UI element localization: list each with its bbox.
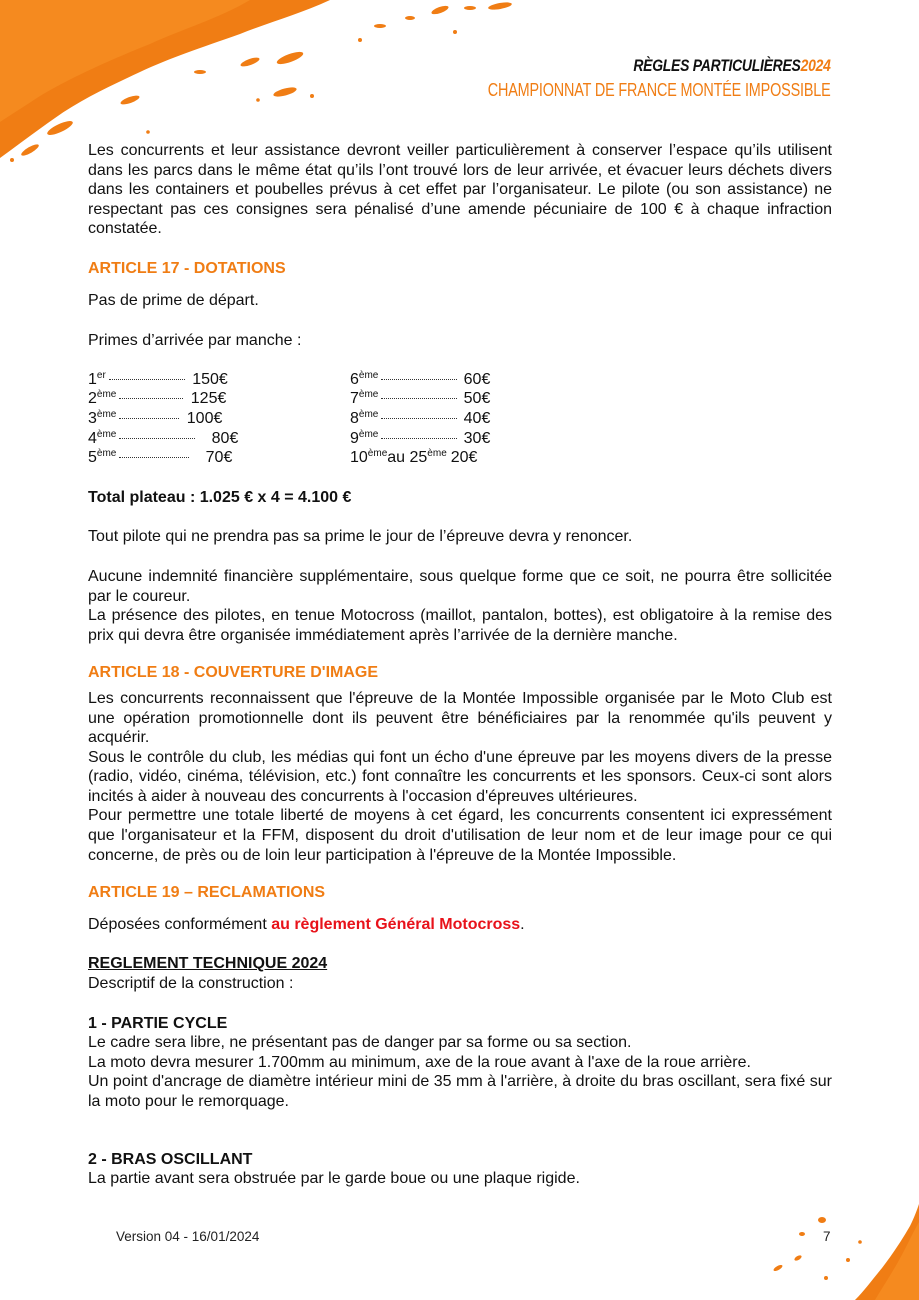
prize-amount: 80€	[211, 429, 239, 447]
prize-rank: 6	[350, 370, 359, 388]
article-17-paragraph-2: Aucune indemnité financière supplémentaire, sous quelque forme que ce soit, ne pourra être sollicitée par le coureur.	[88, 567, 832, 605]
prize-rank: 7	[350, 390, 359, 408]
section-2-line-1: La partie avant sera obstruée par le garde boue ou une plaque rigide.	[88, 1170, 580, 1188]
technique-subtitle: Descriptif de la construction :	[88, 975, 294, 993]
section-2-title: 2 - BRAS OSCILLANT	[88, 1150, 253, 1168]
prize-row: 3 ème 100€	[88, 408, 223, 427]
article-17-paragraph-3: La présence des pilotes, en tenue Motocross (maillot, pantalon, bottes), est obligatoire à la remise des prix qui devra être organisée immédiatement après l’arrivée de la dernière manche.	[88, 607, 832, 644]
prize-amount: 100€	[186, 409, 223, 427]
document-title	[634, 56, 831, 76]
page-number: 7	[823, 1229, 831, 1244]
dot-leader	[119, 457, 189, 458]
article-19-title: ARTICLE 19 – RECLAMATIONS	[88, 884, 326, 902]
article-18-paragraph-1: Les concurrents reconnaissent que l'épreuve de la Montée Impossible organisée par le Moto Club est une opération promotionnelle dont ils peuvent être bénéficiaires par la renommée qu'ils peuvent y acquérir.	[88, 689, 832, 747]
prize-rank: 2	[88, 390, 97, 408]
dot-leader	[381, 379, 457, 380]
prize-amount: 40€	[463, 409, 491, 427]
section-1-line-1: Le cadre sera libre, ne présentant pas de danger par sa forme ou sa section.	[88, 1034, 632, 1052]
prize-rank: 4	[88, 429, 97, 447]
article-18-title: ARTICLE 18 - COUVERTURE D'IMAGE	[88, 664, 379, 682]
prize-row: 2 ème 125€	[88, 389, 227, 408]
prize-amount: 60€	[463, 370, 491, 388]
dot-leader	[119, 398, 183, 399]
section-1-line-2: La moto devra mesurer 1.700mm au minimum, axe de la roue avant à l'axe de la roue arrière.	[88, 1053, 751, 1071]
dot-leader	[109, 379, 185, 380]
prize-rank: 8	[350, 409, 359, 427]
prize-amount: 70€	[205, 449, 233, 467]
dot-leader	[381, 438, 457, 439]
footer-version: Version 04 - 16/01/2024	[116, 1229, 260, 1244]
reglement-general-link[interactable]: au règlement Général Motocross	[271, 915, 521, 933]
prize-amount: 30€	[463, 429, 491, 447]
dot-leader	[119, 418, 179, 419]
prize-amount: 50€	[463, 390, 491, 408]
article-17-line-2: Primes d’arrivée par manche :	[88, 332, 302, 350]
prize-row: 4 ème 80€	[88, 428, 239, 447]
total-plateau: Total plateau : 1.025 € x 4 = 4.100 €	[88, 488, 352, 506]
article-17-line-1: Pas de prime de départ.	[88, 291, 259, 309]
prize-row: 8 ème 40€	[350, 408, 491, 427]
prize-amount: 150€	[192, 370, 228, 388]
prize-range-to: au 25	[387, 449, 428, 467]
article-17-paragraph-1: Tout pilote qui ne prendra pas sa prime le jour de l’épreuve devra y renoncer.	[88, 528, 633, 546]
technique-title: REGLEMENT TECHNIQUE 2024	[88, 955, 328, 973]
prize-row: 9 ème 30€	[350, 428, 491, 447]
prize-row: 7 ème 50€	[350, 389, 491, 408]
prize-rank: 1	[88, 370, 97, 388]
prize-row: 1 er 150€	[88, 369, 228, 388]
section-1-title: 1 - PARTIE CYCLE	[88, 1014, 228, 1032]
dot-leader	[381, 398, 457, 399]
dot-leader	[119, 438, 195, 439]
article-18-paragraph-2: Sous le contrôle du club, les médias qui font un écho d'une épreuve par les moyens divers de la presse (radio, vidéo, cinéma, télévision, etc.) font connaître les concurrents et les sponsors. Ceux-ci sont alors incités à aider à nouveau des concurrents à l'occasion d'épreuves ultérieures.	[88, 748, 832, 805]
prize-range-amount: 20€	[450, 449, 478, 467]
section-1-line-3: Un point d'ancrage de diamètre intérieur mini de 35 mm à l'arrière, à droite du bras oscillant, sera fixé sur la moto pour le remorquage.	[88, 1073, 832, 1110]
article-19-text-after: .	[520, 915, 525, 933]
title-main: RÈGLES PARTICULIÈRES	[633, 56, 801, 75]
prize-row-range: 10 ème au 25 ème 20€	[350, 448, 478, 467]
article-19-text-before: Déposées conformément	[88, 915, 272, 933]
document-subtitle: CHAMPIONNAT DE FRANCE MONTÉE IMPOSSIBLE	[488, 80, 831, 100]
prize-row: 5 ème 70€	[88, 448, 233, 467]
prize-table	[88, 370, 832, 470]
prize-amount: 125€	[190, 390, 227, 408]
prize-column-left	[88, 370, 238, 468]
article-19-text	[88, 915, 832, 935]
paint-splash-bottom-right-icon	[760, 1200, 919, 1300]
prize-row: 6 ème 60€	[350, 369, 491, 388]
intro-paragraph: Les concurrents et leur assistance devront veiller particulièrement à conserver l’espace qu’ils utilisent dans les parcs dans le même état qu’ils l’ont trouvé lors de leur arrivée, et évacuer leurs déchets divers dans les containers et poubelles prévus à cet effet par l’organisateur. Le pilote (ou son assistance) ne respectant pas ces consignes sera pénalisé d’une amende pécuniaire de 100 € à chaque infraction constatée.	[88, 142, 832, 238]
prize-rank: 3	[88, 409, 97, 427]
title-year: 2024	[800, 56, 831, 75]
prize-rank: 5	[88, 449, 97, 467]
article-18-paragraph-3: Pour permettre une totale liberté de moyens à cet égard, les concurrents consentent ici expressément que l'organisateur et la FFM, disposent du droit d'utilisation de leur nom et de leur image pour ce qui concerne, de près ou de loin leur participation à l'épreuve de la Montée Impossible.	[88, 807, 832, 864]
prize-column-right	[350, 370, 490, 468]
dot-leader	[381, 418, 457, 419]
page-content	[88, 141, 832, 1189]
prize-rank: 9	[350, 429, 359, 447]
article-17-title: ARTICLE 17 - DOTATIONS	[88, 259, 286, 277]
prize-range-from: 10	[350, 449, 368, 467]
